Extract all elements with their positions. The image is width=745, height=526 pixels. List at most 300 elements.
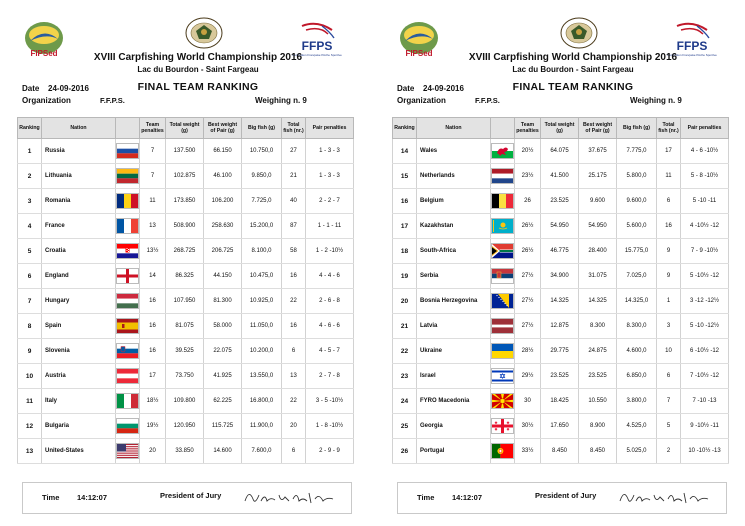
- total-fish-cell: 9: [657, 239, 681, 264]
- big-fish-cell: 7.725,0: [242, 189, 282, 214]
- ranking-table-body: [393, 139, 729, 464]
- flag-cell: [491, 364, 515, 389]
- total-weight-cell: 508.900: [166, 214, 204, 239]
- nation-cell: Ukraine: [417, 339, 491, 364]
- flag-cell: [491, 339, 515, 364]
- team-penalties-cell: 7: [140, 139, 166, 164]
- pair-penalties-cell: 3 -12 -12½: [681, 289, 729, 314]
- table-row: [18, 139, 354, 164]
- col-header-nation: Nation: [417, 118, 491, 139]
- championship-title: XVIII Carpfishing World Championship 2016: [93, 52, 303, 63]
- nation-cell: Russia: [42, 139, 116, 164]
- table-row: [18, 314, 354, 339]
- president-label: President of Jury: [160, 491, 222, 500]
- pair-penalties-cell: 1 - 8 -10½: [306, 414, 354, 439]
- nation-cell: Netherlands: [417, 164, 491, 189]
- total-fish-cell: 16: [282, 314, 306, 339]
- flag-cell: [491, 239, 515, 264]
- flag-cell: [116, 189, 140, 214]
- team-penalties-cell: 16: [140, 289, 166, 314]
- flag-ukraine-icon: [491, 343, 514, 359]
- total-fish-cell: 5: [657, 414, 681, 439]
- total-weight-cell: 120.950: [166, 414, 204, 439]
- rank-cell: 26: [393, 439, 417, 464]
- team-penalties-cell: 26½: [515, 239, 541, 264]
- total-weight-cell: 39.525: [166, 339, 204, 364]
- big-fish-cell: 16.800,0: [242, 389, 282, 414]
- big-fish-cell: 11.050,0: [242, 314, 282, 339]
- total-fish-cell: 10: [657, 339, 681, 364]
- pair-penalties-cell: 9 -10½ -11: [681, 414, 729, 439]
- nation-cell: Belgium: [417, 189, 491, 214]
- best-pair-weight-cell: 62.225: [204, 389, 242, 414]
- big-fish-cell: 9.600,0: [617, 189, 657, 214]
- best-pair-weight-cell: 8.450: [579, 439, 617, 464]
- flag-slovenia-icon: [116, 343, 139, 359]
- flag-kazakhstan-icon: [491, 218, 514, 234]
- best-pair-weight-cell: 54.950: [579, 214, 617, 239]
- team-penalties-cell: 27½: [515, 289, 541, 314]
- nation-cell: Italy: [42, 389, 116, 414]
- best-pair-weight-cell: 44.150: [204, 264, 242, 289]
- table-row: [18, 439, 354, 464]
- total-weight-cell: 33.850: [166, 439, 204, 464]
- col-header-best-pair: Best weight of Pair (g): [579, 118, 617, 139]
- best-pair-weight-cell: 23.525: [579, 364, 617, 389]
- pair-penalties-cell: 4 - 6 -10½: [681, 139, 729, 164]
- team-penalties-cell: 16: [140, 314, 166, 339]
- flag-cell: [491, 314, 515, 339]
- team-penalties-cell: 14: [140, 264, 166, 289]
- organization-value: F.F.P.S.: [475, 96, 500, 105]
- pair-penalties-cell: 1 - 3 - 3: [306, 139, 354, 164]
- big-fish-cell: 15.200,0: [242, 214, 282, 239]
- pair-penalties-cell: 3 - 5 -10½: [306, 389, 354, 414]
- table-row: [18, 164, 354, 189]
- table-row: [18, 264, 354, 289]
- total-fish-cell: 20: [282, 414, 306, 439]
- col-header-total-fish: Total fish (nr.): [657, 118, 681, 139]
- table-row: [393, 164, 729, 189]
- total-fish-cell: 1: [657, 289, 681, 314]
- total-weight-cell: 41.500: [541, 164, 579, 189]
- best-pair-weight-cell: 22.075: [204, 339, 242, 364]
- flag-spain-icon: [116, 318, 139, 334]
- rank-cell: 6: [18, 264, 42, 289]
- team-penalties-cell: 18½: [140, 389, 166, 414]
- table-row: [18, 414, 354, 439]
- flag-cell: [491, 139, 515, 164]
- table-row: [18, 389, 354, 414]
- flag-cell: [491, 439, 515, 464]
- total-weight-cell: 102.875: [166, 164, 204, 189]
- best-pair-weight-cell: 115.725: [204, 414, 242, 439]
- ranking-page-left: [0, 0, 370, 526]
- table-row: [18, 289, 354, 314]
- big-fish-cell: 10.475,0: [242, 264, 282, 289]
- big-fish-cell: 9.850,0: [242, 164, 282, 189]
- rank-cell: 18: [393, 239, 417, 264]
- big-fish-cell: 5.800,0: [617, 164, 657, 189]
- team-penalties-cell: 28½: [515, 339, 541, 364]
- flag-croatia-icon: [116, 243, 139, 259]
- pair-penalties-cell: 5 -10 -11: [681, 189, 729, 214]
- pair-penalties-cell: 4 - 5 - 7: [306, 339, 354, 364]
- flag-italy-icon: [116, 393, 139, 409]
- flag-cell: [116, 164, 140, 189]
- seal-logo: [560, 17, 598, 49]
- flag-cell: [116, 264, 140, 289]
- total-fish-cell: 22: [282, 389, 306, 414]
- big-fish-cell: 10.925,0: [242, 289, 282, 314]
- best-pair-weight-cell: 14.325: [579, 289, 617, 314]
- flag-cell: [116, 214, 140, 239]
- weighing-label: Weighing n. 9: [255, 96, 307, 105]
- big-fish-cell: 15.775,0: [617, 239, 657, 264]
- total-fish-cell: 7: [657, 389, 681, 414]
- rank-cell: 8: [18, 314, 42, 339]
- nation-cell: South-Africa: [417, 239, 491, 264]
- pair-penalties-cell: 7 -10 -13: [681, 389, 729, 414]
- team-penalties-cell: 7: [140, 164, 166, 189]
- table-row: [18, 239, 354, 264]
- total-weight-cell: 23.525: [541, 189, 579, 214]
- table-row: [393, 264, 729, 289]
- best-pair-weight-cell: 58.000: [204, 314, 242, 339]
- flag-cell: [116, 339, 140, 364]
- rank-cell: 17: [393, 214, 417, 239]
- team-penalties-cell: 11: [140, 189, 166, 214]
- team-penalties-cell: 20½: [515, 139, 541, 164]
- best-pair-weight-cell: 8.300: [579, 314, 617, 339]
- pair-penalties-cell: 2 - 9 - 9: [306, 439, 354, 464]
- pair-penalties-cell: 5 -10 -12½: [681, 314, 729, 339]
- total-fish-cell: 6: [657, 364, 681, 389]
- total-weight-cell: 17.650: [541, 414, 579, 439]
- championship-title: XVIII Carpfishing World Championship 2016: [468, 52, 678, 63]
- flag-macedonia-icon: [491, 393, 514, 409]
- best-pair-weight-cell: 37.675: [579, 139, 617, 164]
- flag-cell: [116, 414, 140, 439]
- total-fish-cell: 58: [282, 239, 306, 264]
- flag-bosnia-icon: [491, 293, 514, 309]
- team-penalties-cell: 30½: [515, 414, 541, 439]
- flag-latvia-icon: [491, 318, 514, 334]
- pair-penalties-cell: 4 - 4 - 6: [306, 264, 354, 289]
- best-pair-weight-cell: 66.150: [204, 139, 242, 164]
- flag-cell: [491, 264, 515, 289]
- flag-israel-icon: [491, 368, 514, 384]
- total-fish-cell: 6: [282, 339, 306, 364]
- big-fish-cell: 4.525,0: [617, 414, 657, 439]
- rank-cell: 3: [18, 189, 42, 214]
- ranking-page-right: [375, 0, 745, 526]
- flag-cell: [491, 189, 515, 214]
- rank-cell: 15: [393, 164, 417, 189]
- table-header-row: [18, 118, 354, 139]
- big-fish-cell: 13.550,0: [242, 364, 282, 389]
- pair-penalties-cell: 1 - 2 -10½: [306, 239, 354, 264]
- flag-lithuania-icon: [116, 168, 139, 184]
- table-row: [393, 239, 729, 264]
- best-pair-weight-cell: 24.875: [579, 339, 617, 364]
- pair-penalties-cell: 4 -10½ -12: [681, 214, 729, 239]
- best-pair-weight-cell: 14.600: [204, 439, 242, 464]
- total-weight-cell: 34.900: [541, 264, 579, 289]
- ranking-title: FINAL TEAM RANKING: [512, 81, 634, 93]
- col-header-total-weight: Total weight (g): [166, 118, 204, 139]
- rank-cell: 23: [393, 364, 417, 389]
- rank-cell: 20: [393, 289, 417, 314]
- rank-cell: 16: [393, 189, 417, 214]
- pair-penalties-cell: 2 - 6 - 8: [306, 289, 354, 314]
- nation-cell: Spain: [42, 314, 116, 339]
- best-pair-weight-cell: 41.925: [204, 364, 242, 389]
- big-fish-cell: 10.200,0: [242, 339, 282, 364]
- total-fish-cell: 16: [657, 214, 681, 239]
- pair-penalties-cell: 7 - 9 -10½: [681, 239, 729, 264]
- table-header-row: [393, 118, 729, 139]
- best-pair-weight-cell: 9.600: [579, 189, 617, 214]
- total-weight-cell: 18.425: [541, 389, 579, 414]
- rank-cell: 5: [18, 239, 42, 264]
- flag-austria-icon: [116, 368, 139, 384]
- total-fish-cell: 9: [657, 264, 681, 289]
- president-signature: [241, 487, 339, 509]
- total-weight-cell: 14.325: [541, 289, 579, 314]
- best-pair-weight-cell: 206.725: [204, 239, 242, 264]
- rank-cell: 25: [393, 414, 417, 439]
- flag-cell: [116, 389, 140, 414]
- flag-cell: [491, 214, 515, 239]
- col-header-total-fish: Total fish (nr.): [282, 118, 306, 139]
- organization-value: F.F.P.S.: [100, 96, 125, 105]
- nation-cell: Slovenia: [42, 339, 116, 364]
- flag-cell: [116, 239, 140, 264]
- col-header-team-penalties: Team penalties: [515, 118, 541, 139]
- total-weight-cell: 73.750: [166, 364, 204, 389]
- total-fish-cell: 16: [282, 264, 306, 289]
- big-fish-cell: 7.775,0: [617, 139, 657, 164]
- flag-england-icon: [116, 268, 139, 284]
- fipsed-logo: [397, 19, 441, 59]
- best-pair-weight-cell: 31.075: [579, 264, 617, 289]
- team-penalties-cell: 19½: [140, 414, 166, 439]
- footer-box: [397, 482, 727, 514]
- big-fish-cell: 7.600,0: [242, 439, 282, 464]
- rank-cell: 14: [393, 139, 417, 164]
- total-weight-cell: 46.775: [541, 239, 579, 264]
- total-weight-cell: 137.500: [166, 139, 204, 164]
- flag-cell: [116, 289, 140, 314]
- best-pair-weight-cell: 25.175: [579, 164, 617, 189]
- big-fish-cell: 11.900,0: [242, 414, 282, 439]
- table-row: [18, 339, 354, 364]
- team-penalties-cell: 27½: [515, 314, 541, 339]
- total-fish-cell: 17: [657, 139, 681, 164]
- pair-penalties-cell: 2 - 2 - 7: [306, 189, 354, 214]
- rank-cell: 22: [393, 339, 417, 364]
- rank-cell: 9: [18, 339, 42, 364]
- best-pair-weight-cell: 106.200: [204, 189, 242, 214]
- total-fish-cell: 3: [657, 314, 681, 339]
- rank-cell: 1: [18, 139, 42, 164]
- total-fish-cell: 22: [282, 289, 306, 314]
- nation-cell: Kazakhstan: [417, 214, 491, 239]
- flag-bulgaria-icon: [116, 418, 139, 434]
- big-fish-cell: 10.750,0: [242, 139, 282, 164]
- best-pair-weight-cell: 46.100: [204, 164, 242, 189]
- table-row: [393, 289, 729, 314]
- total-weight-cell: 109.800: [166, 389, 204, 414]
- nation-cell: Latvia: [417, 314, 491, 339]
- best-pair-weight-cell: 28.400: [579, 239, 617, 264]
- nation-cell: Wales: [417, 139, 491, 164]
- team-penalties-cell: 26½: [515, 214, 541, 239]
- total-fish-cell: 6: [657, 189, 681, 214]
- total-fish-cell: 13: [282, 364, 306, 389]
- best-pair-weight-cell: 258.630: [204, 214, 242, 239]
- col-header-nation: Nation: [42, 118, 116, 139]
- ranking-table: [392, 117, 729, 464]
- total-fish-cell: 40: [282, 189, 306, 214]
- flag-portugal-icon: [491, 443, 514, 459]
- pair-penalties-cell: 7 -10½ -12: [681, 364, 729, 389]
- table-row: [393, 214, 729, 239]
- total-fish-cell: 21: [282, 164, 306, 189]
- time-value: 14:12:07: [77, 493, 108, 502]
- organization-label: Organization: [397, 96, 446, 105]
- big-fish-cell: 8.300,0: [617, 314, 657, 339]
- team-penalties-cell: 13½: [140, 239, 166, 264]
- team-penalties-cell: 27½: [515, 264, 541, 289]
- flag-serbia-icon: [491, 268, 514, 284]
- ranking-table-body: [18, 139, 354, 464]
- total-weight-cell: 23.525: [541, 364, 579, 389]
- flag-belgium-icon: [491, 193, 514, 209]
- flag-wales-icon: [491, 143, 514, 159]
- table-row: [393, 189, 729, 214]
- total-weight-cell: 81.075: [166, 314, 204, 339]
- big-fish-cell: 4.600,0: [617, 339, 657, 364]
- nation-cell: Israel: [417, 364, 491, 389]
- team-penalties-cell: 33½: [515, 439, 541, 464]
- total-weight-cell: 86.325: [166, 264, 204, 289]
- table-row: [18, 214, 354, 239]
- nation-cell: England: [42, 264, 116, 289]
- nation-cell: Bulgaria: [42, 414, 116, 439]
- flag-france-icon: [116, 218, 139, 234]
- big-fish-cell: 6.850,0: [617, 364, 657, 389]
- fipsed-logo: [22, 19, 66, 59]
- flag-cell: [116, 314, 140, 339]
- nation-cell: Romania: [42, 189, 116, 214]
- rank-cell: 24: [393, 389, 417, 414]
- col-header-big-fish: Big fish (g): [617, 118, 657, 139]
- pair-penalties-cell: 10 -10½ -13: [681, 439, 729, 464]
- col-header-flag: [491, 118, 515, 139]
- nation-cell: Hungary: [42, 289, 116, 314]
- rank-cell: 21: [393, 314, 417, 339]
- rank-cell: 2: [18, 164, 42, 189]
- col-header-ranking: Ranking: [18, 118, 42, 139]
- big-fish-cell: 3.800,0: [617, 389, 657, 414]
- flag-cell: [116, 139, 140, 164]
- weighing-label: Weighing n. 9: [630, 96, 682, 105]
- footer-box: [22, 482, 352, 514]
- nation-cell: Bosnia Herzegovina: [417, 289, 491, 314]
- nation-cell: Georgia: [417, 414, 491, 439]
- team-penalties-cell: 23½: [515, 164, 541, 189]
- team-penalties-cell: 16: [140, 339, 166, 364]
- flag-cell: [491, 164, 515, 189]
- team-penalties-cell: 17: [140, 364, 166, 389]
- team-penalties-cell: 20: [140, 439, 166, 464]
- table-row: [393, 414, 729, 439]
- big-fish-cell: 5.600,0: [617, 214, 657, 239]
- big-fish-cell: 5.025,0: [617, 439, 657, 464]
- pair-penalties-cell: 2 - 7 - 8: [306, 364, 354, 389]
- team-penalties-cell: 30: [515, 389, 541, 414]
- total-weight-cell: 12.875: [541, 314, 579, 339]
- president-label: President of Jury: [535, 491, 597, 500]
- total-fish-cell: 6: [282, 439, 306, 464]
- col-header-team-penalties: Team penalties: [140, 118, 166, 139]
- total-weight-cell: 64.075: [541, 139, 579, 164]
- table-row: [393, 339, 729, 364]
- ranking-table: [17, 117, 354, 464]
- ranking-title: FINAL TEAM RANKING: [137, 81, 259, 93]
- rank-cell: 12: [18, 414, 42, 439]
- big-fish-cell: 8.100,0: [242, 239, 282, 264]
- total-weight-cell: 29.775: [541, 339, 579, 364]
- venue-subtitle: Lac du Bourdon - Saint Fargeau: [137, 65, 259, 74]
- time-label: Time: [417, 493, 435, 502]
- table-row: [393, 314, 729, 339]
- nation-cell: Lithuania: [42, 164, 116, 189]
- table-row: [18, 364, 354, 389]
- best-pair-weight-cell: 10.550: [579, 389, 617, 414]
- flag-russia-icon: [116, 143, 139, 159]
- pair-penalties-cell: 1 - 1 - 11: [306, 214, 354, 239]
- date-value: 24-09-2016: [48, 84, 89, 93]
- nation-cell: FYRO Macedonia: [417, 389, 491, 414]
- rank-cell: 7: [18, 289, 42, 314]
- flag-cell: [116, 364, 140, 389]
- rank-cell: 19: [393, 264, 417, 289]
- team-penalties-cell: 26: [515, 189, 541, 214]
- time-label: Time: [42, 493, 60, 502]
- flag-netherlands-icon: [491, 168, 514, 184]
- team-penalties-cell: 13: [140, 214, 166, 239]
- col-header-pair-penalties: Pair penalties: [681, 118, 729, 139]
- flag-romania-icon: [116, 193, 139, 209]
- total-weight-cell: 8.450: [541, 439, 579, 464]
- big-fish-cell: 14.325,0: [617, 289, 657, 314]
- table-row: [393, 439, 729, 464]
- nation-cell: Serbia: [417, 264, 491, 289]
- team-penalties-cell: 29½: [515, 364, 541, 389]
- pair-penalties-cell: 5 - 8 -10½: [681, 164, 729, 189]
- col-header-pair-penalties: Pair penalties: [306, 118, 354, 139]
- date-label: Date: [22, 84, 40, 93]
- total-weight-cell: 268.725: [166, 239, 204, 264]
- seal-logo: [185, 17, 223, 49]
- rank-cell: 10: [18, 364, 42, 389]
- col-header-flag: [116, 118, 140, 139]
- rank-cell: 4: [18, 214, 42, 239]
- table-row: [393, 139, 729, 164]
